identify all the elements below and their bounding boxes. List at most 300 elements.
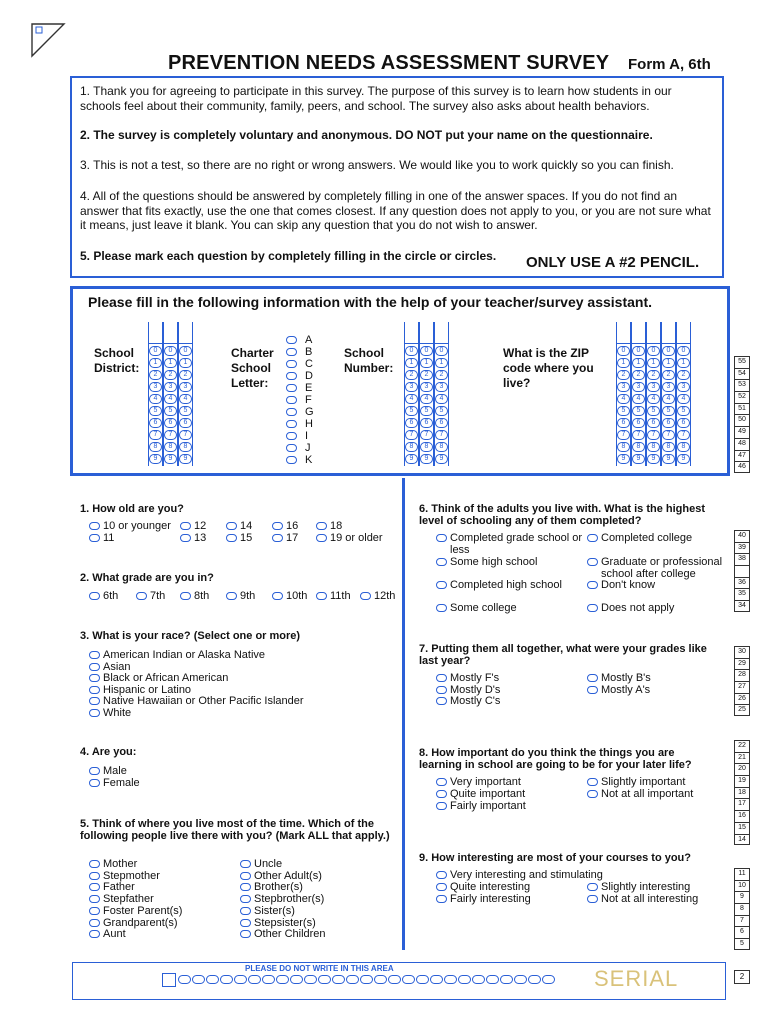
digit-bubble[interactable]: 9 bbox=[405, 454, 418, 464]
digit-bubble[interactable]: 0 bbox=[149, 346, 162, 356]
letter-label: E bbox=[305, 382, 313, 394]
digit-bubble[interactable]: 9 bbox=[179, 454, 192, 464]
digit-bubble[interactable]: 8 bbox=[164, 442, 177, 452]
letter-option[interactable] bbox=[286, 346, 314, 358]
letter-option[interactable] bbox=[286, 454, 314, 466]
charter-letter-label: Charter School Letter: bbox=[231, 346, 274, 390]
digit-write-box[interactable] bbox=[677, 322, 690, 344]
digit-column[interactable] bbox=[148, 322, 163, 466]
digit-bubble[interactable]: 4 bbox=[632, 394, 645, 404]
digit-bubble[interactable]: 2 bbox=[149, 370, 162, 380]
office-use-bubble bbox=[388, 975, 401, 984]
digit-write-box[interactable] bbox=[405, 322, 418, 344]
digit-bubble[interactable]: 0 bbox=[632, 346, 645, 356]
digit-bubble[interactable]: 5 bbox=[179, 406, 192, 416]
q6-option[interactable]: Completed high school bbox=[436, 579, 562, 591]
digit-bubble[interactable]: 3 bbox=[420, 382, 433, 392]
letter-bubble[interactable] bbox=[286, 336, 297, 344]
form-label: Form A, 6th bbox=[628, 56, 711, 73]
digit-bubble[interactable]: 0 bbox=[677, 346, 690, 356]
scale-cell: 40 bbox=[734, 530, 750, 542]
charter-letter-bubbles[interactable] bbox=[286, 334, 314, 466]
digit-bubble[interactable]: 7 bbox=[435, 430, 448, 440]
q6-option[interactable]: Completed college bbox=[587, 532, 692, 544]
office-use-bubble bbox=[360, 975, 373, 984]
letter-label: I bbox=[305, 430, 309, 442]
q8-option[interactable]: Not at all important bbox=[587, 788, 693, 800]
q3-option[interactable]: American Indian or Alaska Native bbox=[89, 649, 265, 661]
digit-bubble[interactable]: 0 bbox=[647, 346, 660, 356]
digit-bubble[interactable]: 4 bbox=[617, 394, 630, 404]
letter-option[interactable] bbox=[286, 382, 314, 394]
zip-label: What is the ZIP code where you live? bbox=[503, 346, 594, 390]
q2-option[interactable]: 12th bbox=[360, 590, 395, 602]
q5-option[interactable]: Other Children bbox=[240, 928, 326, 940]
scale-cell: 16 bbox=[734, 810, 750, 822]
digit-bubble[interactable]: 6 bbox=[632, 418, 645, 428]
q5-option[interactable]: Stepsister(s) bbox=[240, 917, 316, 929]
digit-bubble[interactable]: 0 bbox=[617, 346, 630, 356]
q6-option[interactable]: Don't know bbox=[587, 579, 655, 591]
q1-option[interactable]: 11 bbox=[89, 532, 114, 544]
office-use-bubble bbox=[500, 975, 513, 984]
letter-bubble[interactable] bbox=[286, 420, 297, 428]
digit-bubble[interactable]: 0 bbox=[662, 346, 675, 356]
letter-bubble[interactable] bbox=[286, 372, 297, 380]
letter-option[interactable] bbox=[286, 430, 314, 442]
digit-bubble[interactable]: 4 bbox=[662, 394, 675, 404]
q6-option[interactable]: Graduate or professional school after college bbox=[587, 556, 732, 580]
digit-bubble[interactable]: 5 bbox=[662, 406, 675, 416]
office-use-bubble bbox=[304, 975, 317, 984]
digit-bubble[interactable]: 2 bbox=[435, 370, 448, 380]
digit-bubble[interactable]: 7 bbox=[149, 430, 162, 440]
digit-bubble[interactable]: 4 bbox=[179, 394, 192, 404]
digit-bubble[interactable]: 3 bbox=[617, 382, 630, 392]
office-use-bubble bbox=[220, 975, 233, 984]
scale-cell: 18 bbox=[734, 787, 750, 799]
digit-bubble[interactable]: 2 bbox=[420, 370, 433, 380]
q5-option[interactable]: Father bbox=[89, 881, 135, 893]
office-use-bubble bbox=[290, 975, 303, 984]
digit-bubble[interactable]: 9 bbox=[420, 454, 433, 464]
digit-bubble[interactable]: 7 bbox=[677, 430, 690, 440]
scale-strip-q6 bbox=[734, 530, 750, 612]
digit-bubble[interactable]: 5 bbox=[420, 406, 433, 416]
question-9: 9. How interesting are most of your courses to you? bbox=[419, 852, 691, 864]
letter-option[interactable] bbox=[286, 358, 314, 370]
pencil-note: ONLY USE A #2 PENCIL. bbox=[526, 254, 700, 271]
q9-option[interactable]: Quite interesting bbox=[436, 881, 530, 893]
letter-label: B bbox=[305, 346, 313, 358]
digit-bubble[interactable]: 1 bbox=[647, 358, 660, 368]
digit-bubble[interactable]: 1 bbox=[179, 358, 192, 368]
digit-bubble[interactable]: 9 bbox=[149, 454, 162, 464]
q3-option[interactable]: Asian bbox=[89, 661, 131, 673]
scale-cell: 51 bbox=[734, 403, 750, 415]
letter-option[interactable] bbox=[286, 394, 314, 406]
letter-bubble[interactable] bbox=[286, 348, 297, 356]
digit-bubble[interactable]: 7 bbox=[405, 430, 418, 440]
digit-bubble[interactable]: 6 bbox=[164, 418, 177, 428]
q7-option[interactable]: Mostly D's bbox=[436, 684, 500, 696]
office-use-bubble bbox=[430, 975, 443, 984]
digit-column[interactable] bbox=[178, 322, 193, 466]
digit-bubble[interactable]: 9 bbox=[617, 454, 630, 464]
digit-bubble[interactable]: 1 bbox=[405, 358, 418, 368]
scale-cell: 22 bbox=[734, 740, 750, 752]
digit-bubble[interactable]: 4 bbox=[405, 394, 418, 404]
letter-bubble[interactable] bbox=[286, 396, 297, 404]
digit-bubble[interactable]: 1 bbox=[662, 358, 675, 368]
digit-bubble[interactable]: 1 bbox=[617, 358, 630, 368]
scale-cell: 54 bbox=[734, 368, 750, 380]
digit-bubble[interactable]: 6 bbox=[405, 418, 418, 428]
digit-bubble[interactable]: 2 bbox=[179, 370, 192, 380]
office-use-bubble bbox=[374, 975, 387, 984]
scale-cell: 25 bbox=[734, 704, 750, 716]
digit-bubble[interactable]: 3 bbox=[647, 382, 660, 392]
digit-bubble[interactable]: 3 bbox=[179, 382, 192, 392]
digit-bubble[interactable]: 9 bbox=[647, 454, 660, 464]
q5-option[interactable]: Stepmother bbox=[89, 870, 160, 882]
office-use-bubble bbox=[248, 975, 261, 984]
q7-option[interactable]: Mostly F's bbox=[436, 672, 499, 684]
digit-column[interactable] bbox=[631, 322, 646, 466]
digit-bubble[interactable]: 7 bbox=[179, 430, 192, 440]
office-use-bubble bbox=[276, 975, 289, 984]
letter-bubble[interactable] bbox=[286, 384, 297, 392]
q9-option[interactable]: Slightly interesting bbox=[587, 881, 690, 893]
digit-bubble[interactable]: 4 bbox=[420, 394, 433, 404]
q7-option[interactable]: Mostly A's bbox=[587, 684, 650, 696]
q3-option[interactable]: White bbox=[89, 707, 131, 719]
column-divider bbox=[402, 478, 405, 950]
digit-bubble[interactable]: 5 bbox=[164, 406, 177, 416]
q3-option[interactable]: Native Hawaiian or Other Pacific Islander bbox=[89, 695, 304, 707]
office-use-bubble bbox=[402, 975, 415, 984]
digit-bubble[interactable]: 0 bbox=[405, 346, 418, 356]
digit-bubble[interactable]: 7 bbox=[647, 430, 660, 440]
digit-column[interactable] bbox=[163, 322, 178, 466]
q2-option[interactable]: 11th bbox=[316, 590, 351, 602]
letter-label: K bbox=[305, 454, 313, 466]
digit-column[interactable] bbox=[404, 322, 419, 466]
q3-option[interactable]: Hispanic or Latino bbox=[89, 684, 191, 696]
q7-option[interactable]: Mostly C's bbox=[436, 695, 500, 707]
digit-column[interactable] bbox=[434, 322, 449, 466]
digit-bubble[interactable]: 8 bbox=[617, 442, 630, 452]
digit-bubble[interactable]: 5 bbox=[677, 406, 690, 416]
q2-option[interactable]: 9th bbox=[226, 590, 255, 602]
scale-cell: 11 bbox=[734, 868, 750, 880]
letter-label: D bbox=[305, 370, 313, 382]
digit-bubble[interactable]: 4 bbox=[164, 394, 177, 404]
digit-write-box[interactable] bbox=[662, 322, 675, 344]
digit-bubble[interactable]: 1 bbox=[420, 358, 433, 368]
digit-bubble[interactable]: 8 bbox=[420, 442, 433, 452]
school-district-label: School District: bbox=[94, 346, 140, 375]
digit-bubble[interactable]: 7 bbox=[164, 430, 177, 440]
letter-label: H bbox=[305, 418, 313, 430]
letter-label: A bbox=[305, 334, 313, 346]
digit-bubble[interactable]: 6 bbox=[179, 418, 192, 428]
letter-label: F bbox=[305, 394, 312, 406]
digit-bubble[interactable]: 2 bbox=[677, 370, 690, 380]
scale-cell: 10 bbox=[734, 880, 750, 892]
digit-column[interactable] bbox=[646, 322, 661, 466]
digit-write-box[interactable] bbox=[179, 322, 192, 344]
digit-bubble[interactable]: 1 bbox=[435, 358, 448, 368]
school-number-label: School Number: bbox=[344, 346, 394, 375]
q5-option[interactable]: Stepfather bbox=[89, 893, 154, 905]
letter-option[interactable] bbox=[286, 334, 314, 346]
digit-bubble[interactable]: 8 bbox=[647, 442, 660, 452]
digit-bubble[interactable]: 3 bbox=[435, 382, 448, 392]
digit-bubble[interactable]: 8 bbox=[405, 442, 418, 452]
letter-bubble[interactable] bbox=[286, 456, 297, 464]
scale-strip-q8 bbox=[734, 740, 750, 845]
digit-bubble[interactable]: 4 bbox=[435, 394, 448, 404]
q1-option[interactable]: 10 or younger bbox=[89, 520, 171, 532]
q1-option[interactable]: 15 bbox=[226, 532, 252, 544]
digit-bubble[interactable]: 4 bbox=[149, 394, 162, 404]
digit-column[interactable] bbox=[419, 322, 434, 466]
digit-bubble[interactable]: 5 bbox=[617, 406, 630, 416]
q6-option[interactable]: Completed grade school or less bbox=[436, 532, 586, 556]
digit-write-box[interactable] bbox=[647, 322, 660, 344]
scale-cell: 14 bbox=[734, 834, 750, 846]
digit-bubble[interactable]: 0 bbox=[179, 346, 192, 356]
scale-cell: 19 bbox=[734, 775, 750, 787]
q1-option[interactable]: 13 bbox=[180, 532, 206, 544]
digit-bubble[interactable]: 1 bbox=[677, 358, 690, 368]
office-use-bubble bbox=[206, 975, 219, 984]
scale-strip-q9 bbox=[734, 868, 750, 950]
office-use-bubble bbox=[542, 975, 555, 984]
page-number: 2 bbox=[734, 970, 750, 984]
digit-bubble[interactable]: 8 bbox=[149, 442, 162, 452]
instruction-1: 1. Thank you for agreeing to participate in this survey. The purpose of this survey is to learn how students in our schools feel about their community, family, peers, and school. The survey also asks about health behaviors. bbox=[80, 84, 672, 113]
digit-write-box[interactable] bbox=[420, 322, 433, 344]
q8-option[interactable]: Fairly important bbox=[436, 800, 526, 812]
digit-bubble[interactable]: 1 bbox=[164, 358, 177, 368]
q2-option[interactable]: 8th bbox=[180, 590, 209, 602]
scale-cell: 30 bbox=[734, 646, 750, 658]
q9-option[interactable]: Not at all interesting bbox=[587, 893, 698, 905]
q1-option[interactable]: 18 bbox=[316, 520, 342, 532]
digit-bubble[interactable]: 5 bbox=[647, 406, 660, 416]
digit-write-box[interactable] bbox=[149, 322, 162, 344]
scale-cell: 36 bbox=[734, 577, 750, 589]
digit-write-box[interactable] bbox=[435, 322, 448, 344]
digit-bubble[interactable]: 3 bbox=[405, 382, 418, 392]
scale-cell: 21 bbox=[734, 752, 750, 764]
scale-cell: 5 bbox=[734, 938, 750, 950]
q5-option[interactable]: Aunt bbox=[89, 928, 126, 940]
office-use-bubble bbox=[416, 975, 429, 984]
q1-option[interactable]: 17 bbox=[272, 532, 298, 544]
digit-bubble[interactable]: 2 bbox=[632, 370, 645, 380]
question-8: 8. How important do you think the things you are learning in school are going to be for your later life? bbox=[419, 747, 692, 771]
digit-bubble[interactable]: 5 bbox=[405, 406, 418, 416]
digit-bubble[interactable]: 3 bbox=[632, 382, 645, 392]
digit-bubble[interactable]: 3 bbox=[164, 382, 177, 392]
digit-bubble[interactable]: 9 bbox=[662, 454, 675, 464]
q1-option[interactable]: 19 or older bbox=[316, 532, 383, 544]
digit-bubble[interactable]: 8 bbox=[179, 442, 192, 452]
digit-bubble[interactable]: 5 bbox=[632, 406, 645, 416]
q6-option[interactable]: Some high school bbox=[436, 556, 537, 568]
q5-option[interactable]: Mother bbox=[89, 858, 137, 870]
digit-bubble[interactable]: 0 bbox=[164, 346, 177, 356]
office-use-bubble bbox=[192, 975, 205, 984]
digit-bubble[interactable]: 7 bbox=[662, 430, 675, 440]
digit-bubble[interactable]: 3 bbox=[662, 382, 675, 392]
scale-cell: 48 bbox=[734, 438, 750, 450]
question-2: 2. What grade are you in? bbox=[80, 572, 214, 584]
digit-bubble[interactable]: 8 bbox=[662, 442, 675, 452]
scale-cell: 35 bbox=[734, 588, 750, 600]
digit-bubble[interactable]: 5 bbox=[149, 406, 162, 416]
q5-option[interactable]: Sister(s) bbox=[240, 905, 295, 917]
serial-label: SERIAL bbox=[594, 966, 679, 991]
digit-bubble[interactable]: 6 bbox=[149, 418, 162, 428]
question-5: 5. Think of where you live most of the time. Which of the following people live there with you? (Mark ALL that apply.) bbox=[80, 818, 390, 842]
letter-option[interactable] bbox=[286, 406, 314, 418]
digit-bubble[interactable]: 4 bbox=[677, 394, 690, 404]
digit-column[interactable] bbox=[616, 322, 631, 466]
scale-strip-top bbox=[734, 356, 750, 473]
q4-option[interactable]: Female bbox=[89, 777, 140, 789]
office-use-bubble bbox=[444, 975, 457, 984]
q4-option[interactable]: Male bbox=[89, 765, 127, 777]
digit-column[interactable] bbox=[676, 322, 691, 466]
office-use-note: PLEASE DO NOT WRITE IN THIS AREA bbox=[245, 964, 394, 973]
q3-option[interactable]: Black or African American bbox=[89, 672, 228, 684]
scale-cell: 27 bbox=[734, 681, 750, 693]
q1-option[interactable]: 14 bbox=[226, 520, 252, 532]
letter-bubble[interactable] bbox=[286, 432, 297, 440]
digit-bubble[interactable]: 7 bbox=[420, 430, 433, 440]
letter-option[interactable] bbox=[286, 418, 314, 430]
q9-option[interactable]: Fairly interesting bbox=[436, 893, 531, 905]
scale-cell: 29 bbox=[734, 658, 750, 670]
question-6: 6. Think of the adults you live with. What is the highest level of schooling any of them completed? bbox=[419, 503, 706, 527]
letter-bubble[interactable] bbox=[286, 444, 297, 452]
q5-option[interactable]: Foster Parent(s) bbox=[89, 905, 182, 917]
digit-bubble[interactable]: 3 bbox=[149, 382, 162, 392]
office-use-bubble bbox=[458, 975, 471, 984]
digit-column[interactable] bbox=[661, 322, 676, 466]
q5-option[interactable]: Stepbrother(s) bbox=[240, 893, 324, 905]
digit-bubble[interactable]: 6 bbox=[662, 418, 675, 428]
office-use-bubble bbox=[514, 975, 527, 984]
q9-option[interactable]: Very interesting and stimulating bbox=[436, 869, 603, 881]
office-use-bubble bbox=[528, 975, 541, 984]
digit-bubble[interactable]: 7 bbox=[632, 430, 645, 440]
digit-bubble[interactable]: 6 bbox=[435, 418, 448, 428]
scale-cell: 20 bbox=[734, 763, 750, 775]
digit-bubble[interactable]: 2 bbox=[662, 370, 675, 380]
q2-option[interactable]: 10th bbox=[272, 590, 307, 602]
office-use-bubble bbox=[234, 975, 247, 984]
digit-bubble[interactable]: 2 bbox=[164, 370, 177, 380]
q2-option[interactable]: 7th bbox=[136, 590, 165, 602]
q2-option[interactable]: 6th bbox=[89, 590, 118, 602]
digit-write-box[interactable] bbox=[617, 322, 630, 344]
digit-write-box[interactable] bbox=[164, 322, 177, 344]
q8-option[interactable]: Slightly important bbox=[587, 776, 685, 788]
digit-bubble[interactable]: 9 bbox=[677, 454, 690, 464]
q6-option[interactable]: Does not apply bbox=[587, 602, 674, 614]
scale-cell: 49 bbox=[734, 426, 750, 438]
digit-bubble[interactable]: 8 bbox=[677, 442, 690, 452]
digit-bubble[interactable]: 6 bbox=[647, 418, 660, 428]
digit-bubble[interactable]: 6 bbox=[617, 418, 630, 428]
question-4: 4. Are you: bbox=[80, 746, 137, 758]
q1-option[interactable]: 16 bbox=[272, 520, 298, 532]
digit-bubble[interactable]: 9 bbox=[632, 454, 645, 464]
scale-cell: 53 bbox=[734, 379, 750, 391]
letter-bubble[interactable] bbox=[286, 408, 297, 416]
digit-bubble[interactable]: 9 bbox=[164, 454, 177, 464]
digit-bubble[interactable]: 8 bbox=[632, 442, 645, 452]
q6-option[interactable]: Some college bbox=[436, 602, 517, 614]
office-use-square bbox=[162, 973, 176, 987]
q5-option[interactable]: Uncle bbox=[240, 858, 282, 870]
q5-option[interactable]: Grandparent(s) bbox=[89, 917, 178, 929]
digit-bubble[interactable]: 5 bbox=[435, 406, 448, 416]
q7-option[interactable]: Mostly B's bbox=[587, 672, 651, 684]
digit-bubble[interactable]: 1 bbox=[632, 358, 645, 368]
letter-label: G bbox=[305, 406, 314, 418]
digit-bubble[interactable]: 0 bbox=[435, 346, 448, 356]
digit-bubble[interactable]: 9 bbox=[435, 454, 448, 464]
scale-cell: 7 bbox=[734, 915, 750, 927]
scale-cell: 28 bbox=[734, 669, 750, 681]
office-use-bubble bbox=[178, 975, 191, 984]
scale-strip-q7 bbox=[734, 646, 750, 716]
instruction-4: 4. All of the questions should be answered by completely filling in one of the answer spaces. If you do not find an answer that fits exactly, use the one that comes closest. If any question does not apply to you, or you are not sure what it means, just leave it blank. You can skip any question that you do not wish to answer. bbox=[80, 189, 711, 232]
q8-option[interactable]: Very important bbox=[436, 776, 521, 788]
letter-option[interactable] bbox=[286, 442, 314, 454]
digit-bubble[interactable]: 2 bbox=[647, 370, 660, 380]
digit-bubble[interactable]: 2 bbox=[617, 370, 630, 380]
q5-option[interactable]: Other Adult(s) bbox=[240, 870, 322, 882]
digit-bubble[interactable]: 7 bbox=[617, 430, 630, 440]
q1-option[interactable]: 12 bbox=[180, 520, 206, 532]
digit-write-box[interactable] bbox=[632, 322, 645, 344]
digit-bubble[interactable]: 4 bbox=[647, 394, 660, 404]
digit-bubble[interactable]: 2 bbox=[405, 370, 418, 380]
digit-bubble[interactable]: 6 bbox=[677, 418, 690, 428]
letter-option[interactable] bbox=[286, 370, 314, 382]
digit-bubble[interactable]: 6 bbox=[420, 418, 433, 428]
q5-option[interactable]: Brother(s) bbox=[240, 881, 303, 893]
scale-cell: 26 bbox=[734, 693, 750, 705]
scale-cell: 55 bbox=[734, 356, 750, 368]
scale-cell: 8 bbox=[734, 903, 750, 915]
digit-bubble[interactable]: 1 bbox=[149, 358, 162, 368]
letter-bubble[interactable] bbox=[286, 360, 297, 368]
digit-bubble[interactable]: 0 bbox=[420, 346, 433, 356]
q8-option[interactable]: Quite important bbox=[436, 788, 525, 800]
office-use-bubble bbox=[346, 975, 359, 984]
scale-cell: 52 bbox=[734, 391, 750, 403]
digit-bubble[interactable]: 3 bbox=[677, 382, 690, 392]
digit-bubble[interactable]: 8 bbox=[435, 442, 448, 452]
